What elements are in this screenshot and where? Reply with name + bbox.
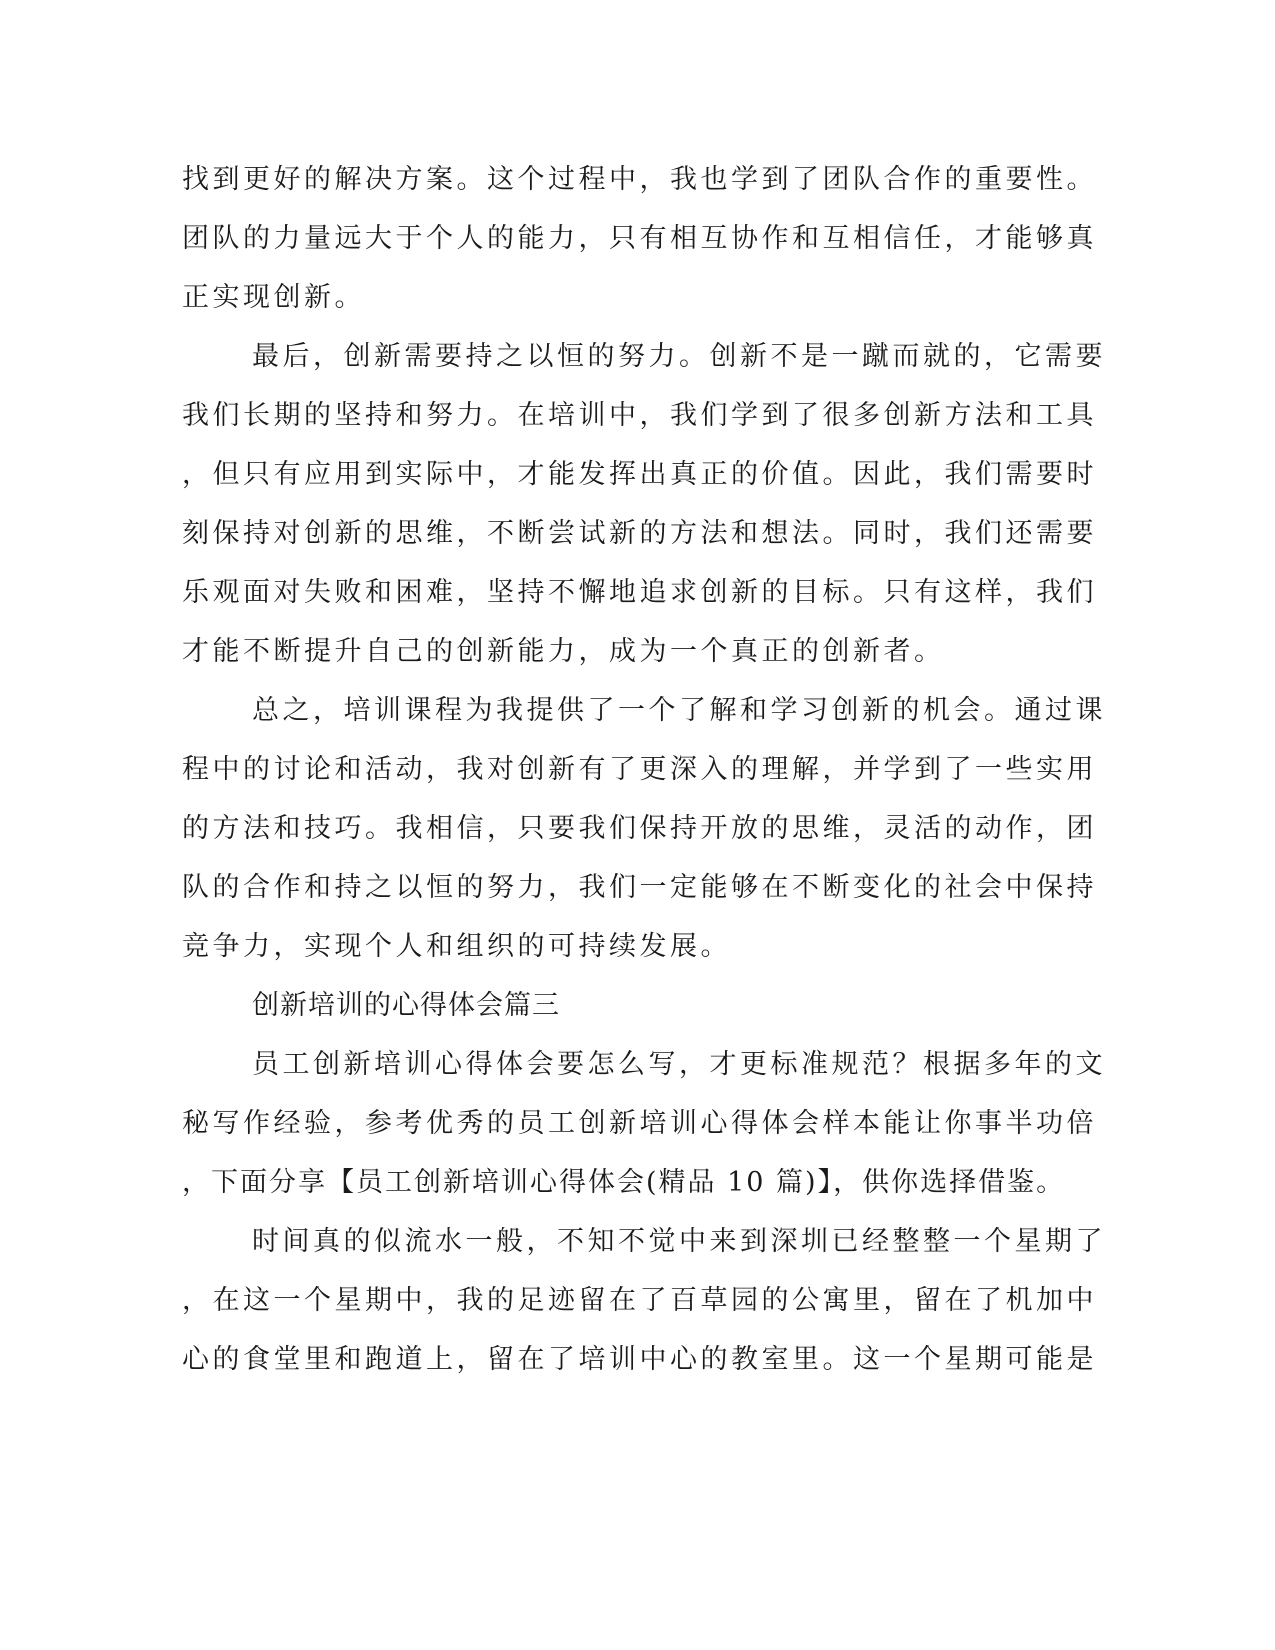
text-line: 的方法和技巧。我相信，只要我们保持开放的思维，灵活的动作，团	[182, 813, 1097, 844]
text-line: 竞争力，实现个人和组织的可持续发展。	[182, 931, 731, 962]
text-line: ，但只有应用到实际中，才能发挥出真正的价值。因此，我们需要时	[182, 459, 1097, 490]
text-line: 刻保持对创新的思维，不断尝试新的方法和想法。同时，我们还需要	[182, 518, 1097, 549]
paragraph-start-line: 最后，创新需要持之以恒的努力。创新不是一蹴而就的，它需要	[252, 341, 1106, 372]
paragraph-start-line: 总之，培训课程为我提供了一个了解和学习创新的机会。通过课	[252, 695, 1106, 726]
text-line: 正实现创新。	[182, 282, 365, 313]
paragraph-start-line: 时间真的似流水一般，不知不觉中来到深圳已经整整一个星期了	[252, 1226, 1106, 1257]
text-line: ，在这一个星期中，我的足迹留在了百草园的公寓里，留在了机加中	[182, 1285, 1097, 1316]
text-line: 心的食堂里和跑道上，留在了培训中心的教室里。这一个星期可能是	[182, 1344, 1097, 1375]
text-line: 我们长期的坚持和努力。在培训中，我们学到了很多创新方法和工具	[182, 400, 1097, 431]
section-heading: 创新培训的心得体会篇三	[252, 990, 560, 1021]
text-line: 乐观面对失败和困难，坚持不懈地追求创新的目标。只有这样，我们	[182, 577, 1097, 608]
text-line: 秘写作经验，参考优秀的员工创新培训心得体会样本能让你事半功倍	[182, 1108, 1097, 1139]
text-line: 队的合作和持之以恒的努力，我们一定能够在不断变化的社会中保持	[182, 872, 1097, 903]
text-line: 程中的讨论和活动，我对创新有了更深入的理解，并学到了一些实用	[182, 754, 1097, 785]
text-line: 找到更好的解决方案。这个过程中，我也学到了团队合作的重要性。	[182, 164, 1097, 195]
text-line: 才能不断提升自己的创新能力，成为一个真正的创新者。	[182, 636, 945, 667]
paragraph-start-line: 员工创新培训心得体会要怎么写，才更标准规范？根据多年的文	[252, 1049, 1106, 1080]
text-line: 团队的力量远大于个人的能力，只有相互协作和互相信任，才能够真	[182, 223, 1097, 254]
text-line: ，下面分享【员工创新培训心得体会(精品 10 篇)】，供你选择借鉴。	[182, 1167, 1066, 1198]
